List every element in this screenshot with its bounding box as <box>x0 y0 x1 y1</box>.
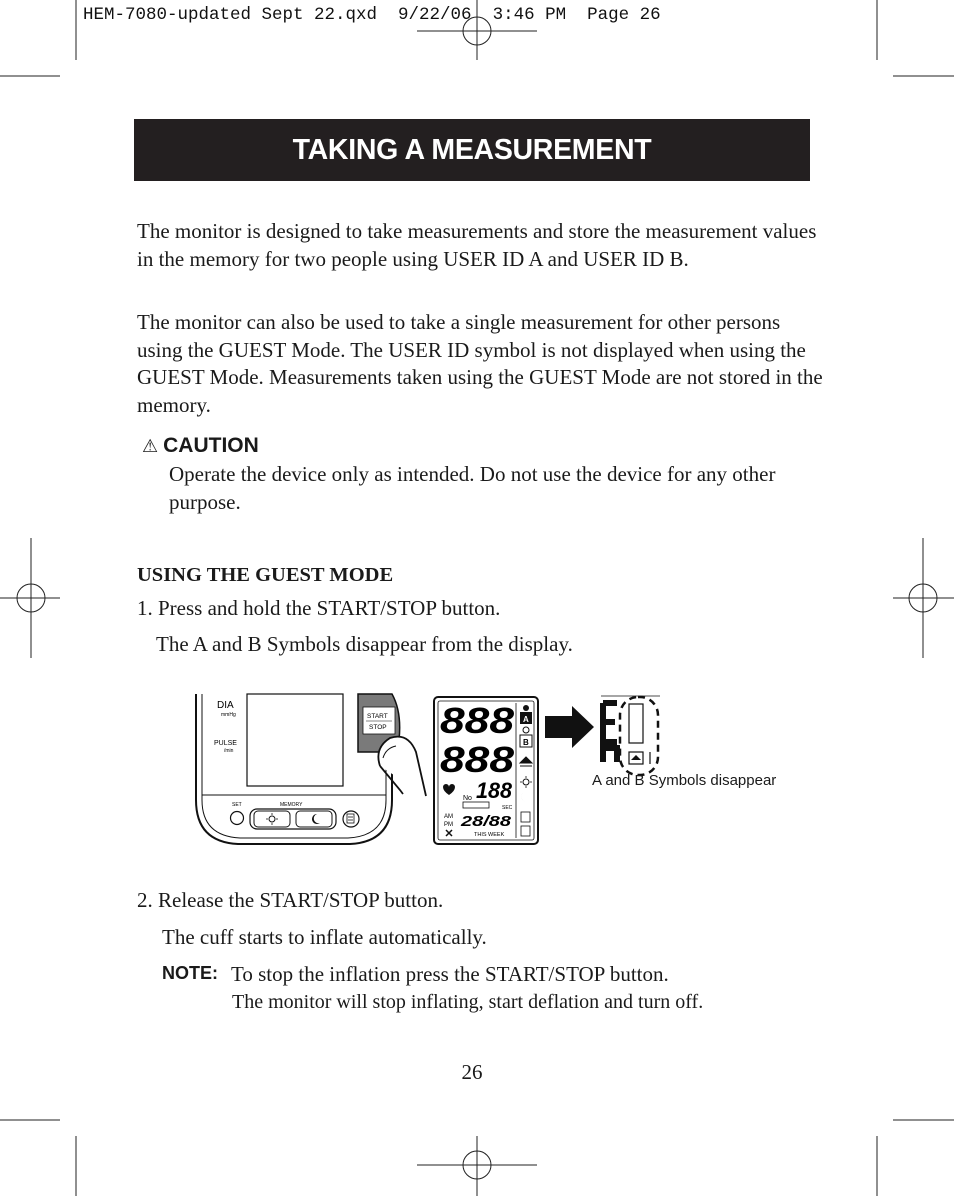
note-label: NOTE: <box>162 963 218 983</box>
zoomed-display-detail <box>601 696 660 775</box>
file-slug: HEM-7080-updated Sept 22.qxd 9/22/06 3:46 PM Page 26 <box>83 5 661 25</box>
intro-paragraph: The monitor is designed to take measurements and store the measurement values in the memory for two people using USER ID A and USER ID B. <box>137 219 817 271</box>
sec-label: SEC <box>502 805 513 811</box>
step-1: 1. Press and hold the START/STOP button. <box>137 596 501 620</box>
step-1-detail: The A and B Symbols disappear from the display. <box>156 632 573 656</box>
date-time-digits: 28/88 <box>459 813 512 830</box>
caution-text: Operate the device only as intended. Do not use the device for any other purpose. <box>169 462 776 514</box>
pulse-unit-label: /min <box>224 748 234 754</box>
evening-memory-button[interactable] <box>296 811 332 827</box>
lcd-display <box>434 697 538 844</box>
note-line-1: To stop the inflation press the START/STOP button. <box>231 962 669 986</box>
figure-caption: A and B Symbols disappear <box>592 772 777 789</box>
diastolic-digits: 888 <box>440 739 514 780</box>
pm-label: PM <box>444 822 453 828</box>
memory-label: MEMORY <box>280 802 303 808</box>
set-label: SET <box>232 802 242 808</box>
user-a-label: A <box>523 715 529 724</box>
step-2: 2. Release the START/STOP button. <box>137 888 444 912</box>
page-number: 26 <box>461 1060 483 1084</box>
step-2-detail: The cuff starts to inflate automatically. <box>162 925 487 949</box>
dia-unit-label: mmHg <box>221 712 236 718</box>
section-heading: USING THE GUEST MODE <box>137 564 394 586</box>
pulse-label: PULSE <box>214 740 237 747</box>
page-title: TAKING A MEASUREMENT <box>292 134 652 166</box>
user-b-label: B <box>523 738 529 747</box>
systolic-digits: 888 <box>440 700 514 741</box>
caution-label: CAUTION <box>163 434 259 457</box>
stop-label: STOP <box>369 724 387 731</box>
am-label: AM <box>444 814 453 820</box>
warning-triangle-icon: ⚠ <box>142 436 159 456</box>
monitor-device <box>196 694 426 844</box>
set-button[interactable] <box>231 812 244 825</box>
start-label: START <box>367 713 388 720</box>
guest-mode-paragraph: The monitor can also be used to take a single measurement for other persons using the GUEST Mode. The USER ID symbol is not displayed when using the GUEST Mode. Measurements taken using the GUEST Mode are not stored in the memory. <box>137 310 823 417</box>
this-week-label: THIS WEEK <box>474 832 505 838</box>
right-arrow-icon <box>545 706 594 748</box>
note-line-2: The monitor will stop inflating, start deflation and turn off. <box>232 991 704 1013</box>
memory-no-label: No <box>463 795 472 802</box>
pulse-digits: 188 <box>476 778 513 803</box>
diary-button[interactable] <box>343 811 359 827</box>
dia-label: DIA <box>217 700 234 711</box>
